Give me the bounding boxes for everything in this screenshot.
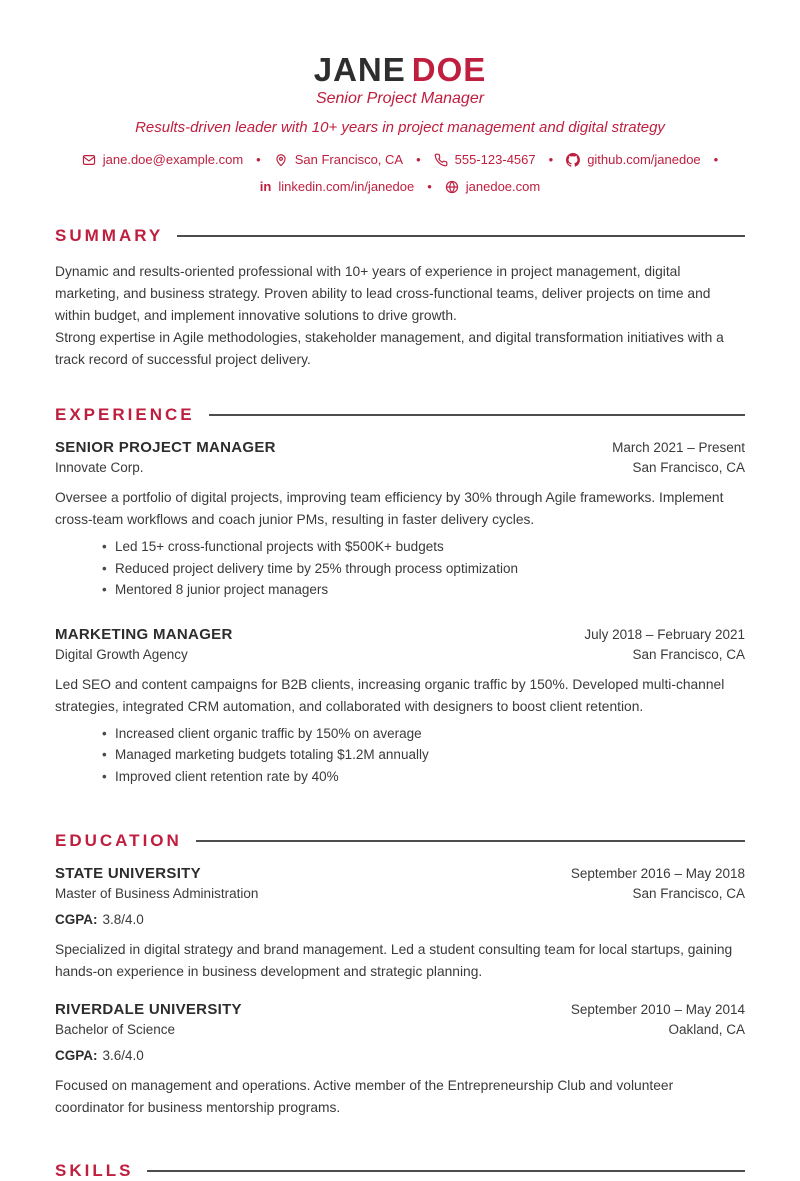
heading-divider-line xyxy=(209,414,745,416)
education-heading-row xyxy=(55,831,745,851)
contact-email-text: jane.doe@example.com xyxy=(102,152,244,167)
school-degree: Master of Business Administration xyxy=(55,886,259,901)
job-location: San Francisco, CA xyxy=(632,460,745,475)
contact-row-2 xyxy=(55,178,745,196)
contact-separator: • xyxy=(256,152,261,167)
education-entry xyxy=(55,1000,745,1119)
candidate-job-title: Senior Project Manager xyxy=(315,90,485,107)
contact-website-text: janedoe.com xyxy=(465,179,541,194)
school-location: Oakland, CA xyxy=(668,1022,745,1037)
job-description: Led SEO and content campaigns for B2B clients, increasing organic traffic by 150%. Developed multi-channel strategies, integrated CRM automation, and collaborated with designers to boost client retention. xyxy=(55,676,725,714)
globe-icon xyxy=(445,180,459,194)
experience-entry xyxy=(55,438,745,601)
job-bullet: • Managed marketing budgets totaling $1.2M annually xyxy=(55,744,745,766)
school-name: RIVERDALE UNIVERSITY xyxy=(55,1001,242,1018)
contact-separator: • xyxy=(427,179,432,194)
contact-github-link[interactable] xyxy=(566,151,700,169)
job-title: MARKETING MANAGER xyxy=(55,625,233,643)
job-location: San Francisco, CA xyxy=(632,646,745,662)
job-bullet: • Mentored 8 junior project managers xyxy=(55,579,745,601)
contact-phone-text: 555-123-4567 xyxy=(454,152,536,167)
education-entry xyxy=(55,864,745,983)
entry-title-row xyxy=(55,438,745,458)
education-heading: EDUCATION xyxy=(55,831,182,850)
job-bullet: • Increased client organic traffic by 150% on average xyxy=(55,723,745,745)
summary-heading: SUMMARY xyxy=(55,226,164,245)
heading-divider-line xyxy=(196,840,745,842)
entry-sub-row xyxy=(55,645,745,665)
candidate-name xyxy=(55,52,745,88)
contact-email-link[interactable] xyxy=(82,151,243,169)
school-name: STATE UNIVERSITY xyxy=(55,865,201,882)
job-bullet: • Improved client retention rate by 40% xyxy=(55,766,745,788)
first-name: JANE xyxy=(313,51,406,88)
school-dates: September 2016 – May 2018 xyxy=(570,866,745,881)
experience-entry xyxy=(55,625,745,788)
job-company: Innovate Corp. xyxy=(55,460,144,475)
job-bullet-list xyxy=(55,536,745,601)
section-education xyxy=(55,831,745,1119)
contact-linkedin-link[interactable] xyxy=(260,178,414,196)
candidate-tagline: Results-driven leader with 10+ years in project management and digital strategy xyxy=(135,119,665,136)
github-icon xyxy=(566,153,580,167)
summary-heading-row xyxy=(55,226,745,246)
contact-location xyxy=(274,151,403,169)
job-description: Oversee a portfolio of digital projects, improving team efficiency by 30% through Agile frameworks. Implement cross-team workflows and coach junior PMs, resulting in faster delivery cycles. xyxy=(55,490,724,527)
contact-github-text: github.com/janedoe xyxy=(587,152,701,167)
entry-sub-row xyxy=(55,458,745,478)
summary-paragraph: Dynamic and results-oriented professional with 10+ years of experience in project management, digital marketing, and business strategy. Proven ability to lead cross-functional teams, deliver projects on time and within budget, and implement innovative solutions to drive growth. xyxy=(55,264,711,323)
experience-heading: EXPERIENCE xyxy=(55,405,195,424)
skills-heading-row xyxy=(55,1161,745,1181)
job-title: SENIOR PROJECT MANAGER xyxy=(55,439,276,456)
school-description: Specialized in digital strategy and brand management. Led a student consulting team for local startups, gaining hands-on experience in business development and strategic planning. xyxy=(55,942,733,979)
cgpa-row xyxy=(55,1046,745,1066)
section-skills xyxy=(55,1161,745,1181)
cgpa-row xyxy=(55,910,745,930)
skills-heading: SKILLS xyxy=(55,1161,134,1180)
contact-location-text: San Francisco, CA xyxy=(294,152,404,167)
entry-sub-row xyxy=(55,884,745,904)
entry-title-row xyxy=(55,625,745,645)
cgpa-label: CGPA: xyxy=(55,1048,98,1063)
school-degree: Bachelor of Science xyxy=(55,1022,176,1037)
entry-sub-row xyxy=(55,1020,745,1040)
job-dates: March 2021 – Present xyxy=(612,440,745,455)
summary-paragraph: Strong expertise in Agile methodologies, stakeholder management, and digital transformation initiatives with a track record of successful project delivery. xyxy=(55,330,724,367)
email-icon xyxy=(82,153,96,167)
contact-phone-link[interactable] xyxy=(434,151,536,169)
heading-divider-line xyxy=(177,235,745,237)
contact-separator: • xyxy=(713,152,719,167)
job-bullet: • Led 15+ cross-functional projects with $500K+ budgets xyxy=(55,536,745,558)
heading-divider-line xyxy=(147,1170,745,1172)
cgpa-value: 3.6/4.0 xyxy=(102,1048,144,1063)
school-location: San Francisco, CA xyxy=(632,886,745,901)
contact-website-link[interactable] xyxy=(445,178,540,196)
contact-linkedin-text: linkedin.com/in/janedoe xyxy=(278,179,415,194)
job-dates: July 2018 – February 2021 xyxy=(584,626,745,642)
cgpa-label: CGPA: xyxy=(55,912,98,927)
resume-header xyxy=(55,52,745,196)
contact-separator: • xyxy=(416,152,421,167)
job-company: Digital Growth Agency xyxy=(55,646,188,662)
entry-title-row xyxy=(55,864,745,884)
experience-heading-row xyxy=(55,405,745,425)
linkedin-icon: in xyxy=(259,179,272,194)
section-summary xyxy=(55,226,745,371)
job-bullet-list xyxy=(55,723,745,788)
resume-page xyxy=(55,0,745,1181)
last-name: DOE xyxy=(411,51,487,88)
contact-separator: • xyxy=(548,152,554,167)
contact-row-1 xyxy=(55,151,745,169)
entry-title-row xyxy=(55,1000,745,1020)
school-dates: September 2010 – May 2014 xyxy=(570,1002,745,1017)
job-bullet: • Reduced project delivery time by 25% through process optimization xyxy=(55,558,745,580)
location-pin-icon xyxy=(274,153,288,167)
section-experience xyxy=(55,405,745,787)
school-description: Focused on management and operations. Active member of the Entrepreneurship Club and volunteer coordinator for business mentorship programs. xyxy=(55,1078,674,1115)
phone-icon xyxy=(434,153,448,167)
cgpa-value: 3.8/4.0 xyxy=(102,912,144,927)
